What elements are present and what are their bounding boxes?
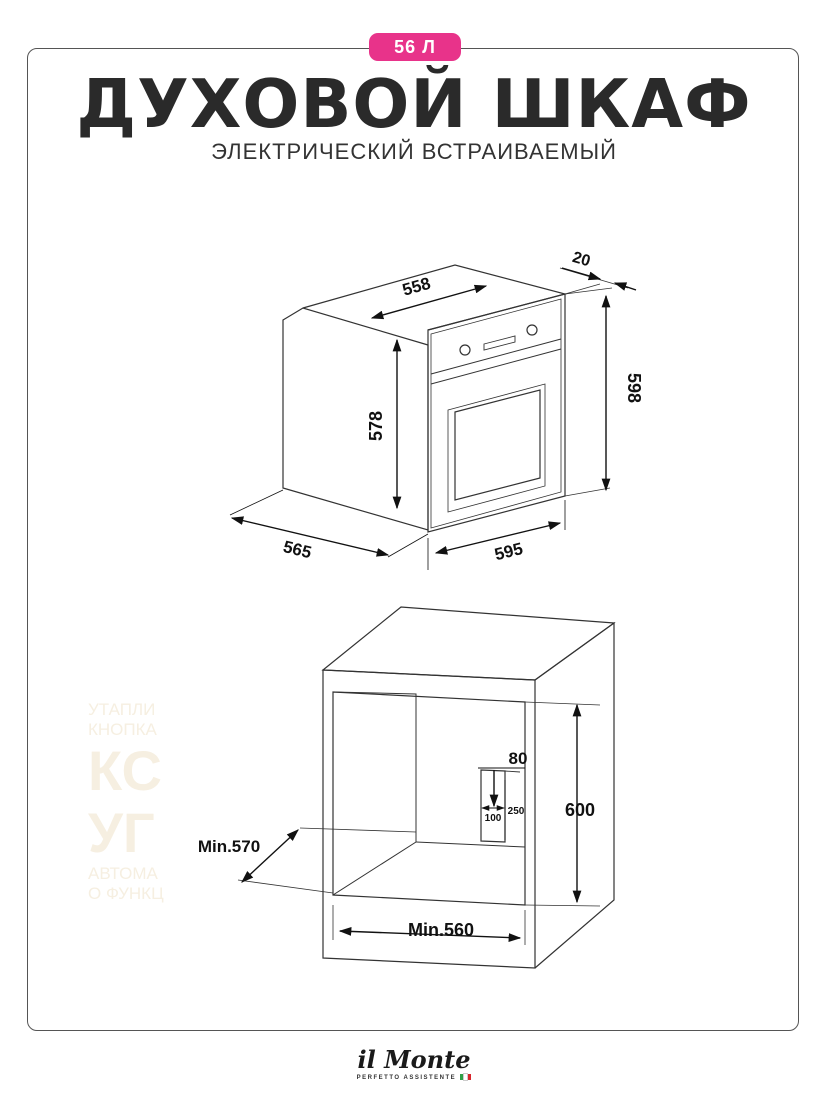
dim-80-label: 80 bbox=[508, 749, 528, 768]
brand-tagline: PERFETTO ASSISTENTE bbox=[356, 1075, 457, 1081]
dim-20-line-a bbox=[562, 268, 600, 279]
cabinet-side bbox=[535, 623, 614, 968]
volume-badge: 56 Л bbox=[369, 33, 461, 61]
ghost-line: УГ bbox=[88, 801, 155, 864]
ghost-line: О ФУНКЦ bbox=[88, 884, 164, 903]
oven-dimension-lines bbox=[230, 268, 636, 570]
dim-558-label: 558 bbox=[400, 273, 433, 300]
page-subtitle: ЭЛЕКТРИЧЕСКИЙ ВСТРАИВАЕМЫЙ bbox=[211, 139, 617, 164]
dim-min570-label: Min.570 bbox=[197, 837, 261, 856]
ghost-line: УТАПЛИ bbox=[88, 700, 156, 719]
dim-578-label: 578 bbox=[366, 410, 386, 442]
dim-100-label: 100 bbox=[484, 813, 502, 824]
dim-250-label: 250 bbox=[507, 806, 525, 817]
dim-565-label: 565 bbox=[281, 537, 314, 563]
niche-dimension-lines bbox=[242, 705, 577, 938]
brand-name: il Monte bbox=[357, 1045, 471, 1074]
dim-598-label: 598 bbox=[624, 372, 644, 404]
control-knob-right bbox=[527, 325, 537, 335]
dim-600-label: 600 bbox=[564, 800, 596, 820]
ghost-line: КНОПКА bbox=[88, 720, 157, 739]
flag-red-stripe bbox=[468, 1074, 471, 1080]
control-knob-left bbox=[460, 345, 470, 355]
oven-drawing bbox=[283, 265, 628, 532]
dim-20-label: 20 bbox=[570, 249, 593, 271]
dim-min560-label: Min.560 bbox=[407, 920, 475, 940]
oven-door-window bbox=[455, 390, 540, 500]
cabinet-top bbox=[323, 607, 614, 680]
brand-logo bbox=[0, 1046, 828, 1082]
oven-display bbox=[484, 336, 515, 350]
dim-20-line-b bbox=[615, 283, 636, 290]
niche-drawing bbox=[238, 607, 614, 968]
oven-body-side bbox=[283, 308, 428, 530]
dim-595-label: 595 bbox=[492, 539, 525, 565]
flag-white-stripe bbox=[464, 1074, 467, 1080]
ghost-line: АВТОМА bbox=[88, 864, 158, 883]
niche-opening bbox=[333, 692, 525, 905]
page-title: ДУХОВОЙ ШКАФ bbox=[76, 65, 752, 143]
brand-tagline-row bbox=[0, 1074, 828, 1082]
flag-green-stripe bbox=[460, 1074, 463, 1080]
cable-cutout bbox=[481, 770, 505, 842]
ghost-line: КС bbox=[88, 739, 162, 802]
